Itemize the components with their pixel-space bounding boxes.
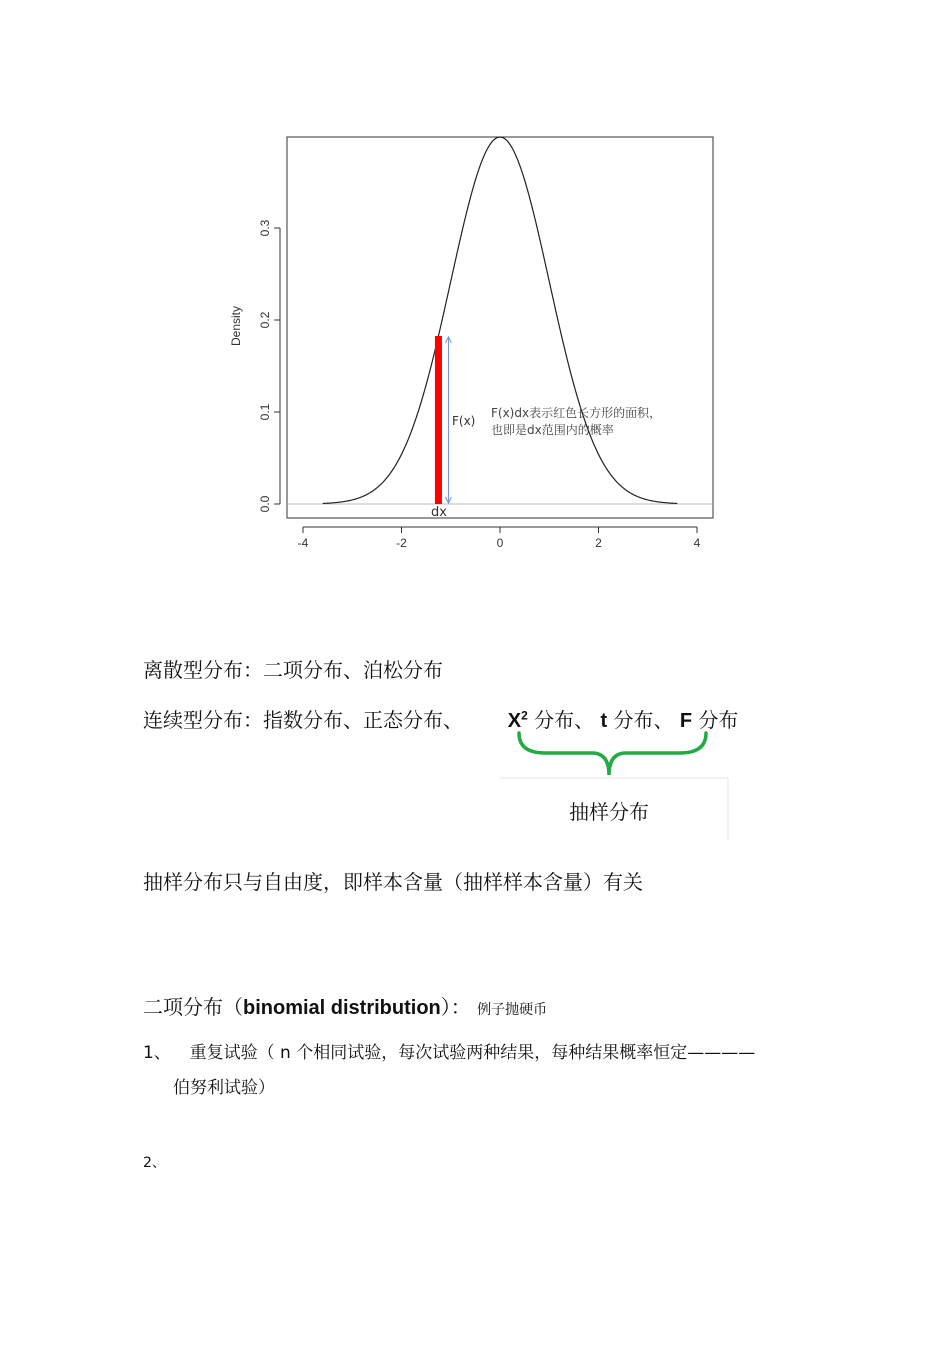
fenbu-2: 分布、 (613, 708, 674, 732)
x-tick-label: -2 (396, 536, 407, 550)
chi-superscript: 2 (521, 708, 528, 723)
binomial-prefix: 二项分布（ (143, 995, 243, 1019)
bar-label: F(x) (452, 414, 476, 428)
axes (258, 219, 701, 550)
x-tick-label: 0 (496, 536, 504, 550)
item-1-text: 重复试验（ n 个相同试验，每次试验两种结果，每种结果概率恒定———— (189, 1043, 756, 1063)
brace-graphic (0, 725, 950, 850)
curly-brace (519, 733, 706, 775)
highlight-bar (435, 336, 442, 504)
x-tick-label: -4 (297, 536, 309, 550)
t-symbol: t (600, 710, 608, 732)
continuous-prefix: 连续型分布：指数分布、正态分布、 (143, 708, 463, 732)
fenbu-3: 分布 (698, 708, 739, 732)
y-tick-label: 0.3 (258, 219, 272, 237)
y-axis-label: Density (229, 305, 243, 347)
list-item-1-continuation: 伯努利试验） (173, 1078, 275, 1098)
brace-label: 抽样分布 (569, 800, 649, 824)
density-curve (323, 137, 678, 503)
density-plot (0, 0, 950, 600)
x-tick-label: 4 (693, 536, 701, 550)
note-line-2: 也即是dx范围内的概率 (491, 423, 614, 437)
list-item-2-number: 2、 (143, 1155, 166, 1171)
discrete-line: 离散型分布：二项分布、泊松分布 (143, 658, 443, 682)
binomial-heading (143, 991, 547, 1020)
fenbu-1: 分布、 (534, 708, 595, 732)
list-item-1 (143, 1038, 755, 1063)
y-tick-label: 0.1 (258, 403, 272, 421)
item-1-number: 1、 (143, 1043, 171, 1063)
binomial-example: 例子抛硬币 (477, 1002, 548, 1018)
note-line-1: F(x)dx表示红色长方形的面积， (491, 406, 662, 420)
height-arrow (445, 337, 451, 503)
binomial-suffix: ）： (440, 995, 471, 1019)
y-tick-label: 0.2 (258, 311, 272, 329)
sampling-note: 抽样分布只与自由度，即样本含量（抽样样本含量）有关 (143, 870, 643, 894)
f-symbol: F (679, 710, 693, 732)
chi-symbol: X (507, 710, 522, 732)
bar-base-label: dx (431, 505, 447, 520)
y-tick-label: 0.0 (258, 495, 272, 513)
plot-frame (287, 137, 713, 518)
x-tick-label: 2 (595, 536, 602, 550)
binomial-en: binomial distribution (243, 997, 441, 1019)
